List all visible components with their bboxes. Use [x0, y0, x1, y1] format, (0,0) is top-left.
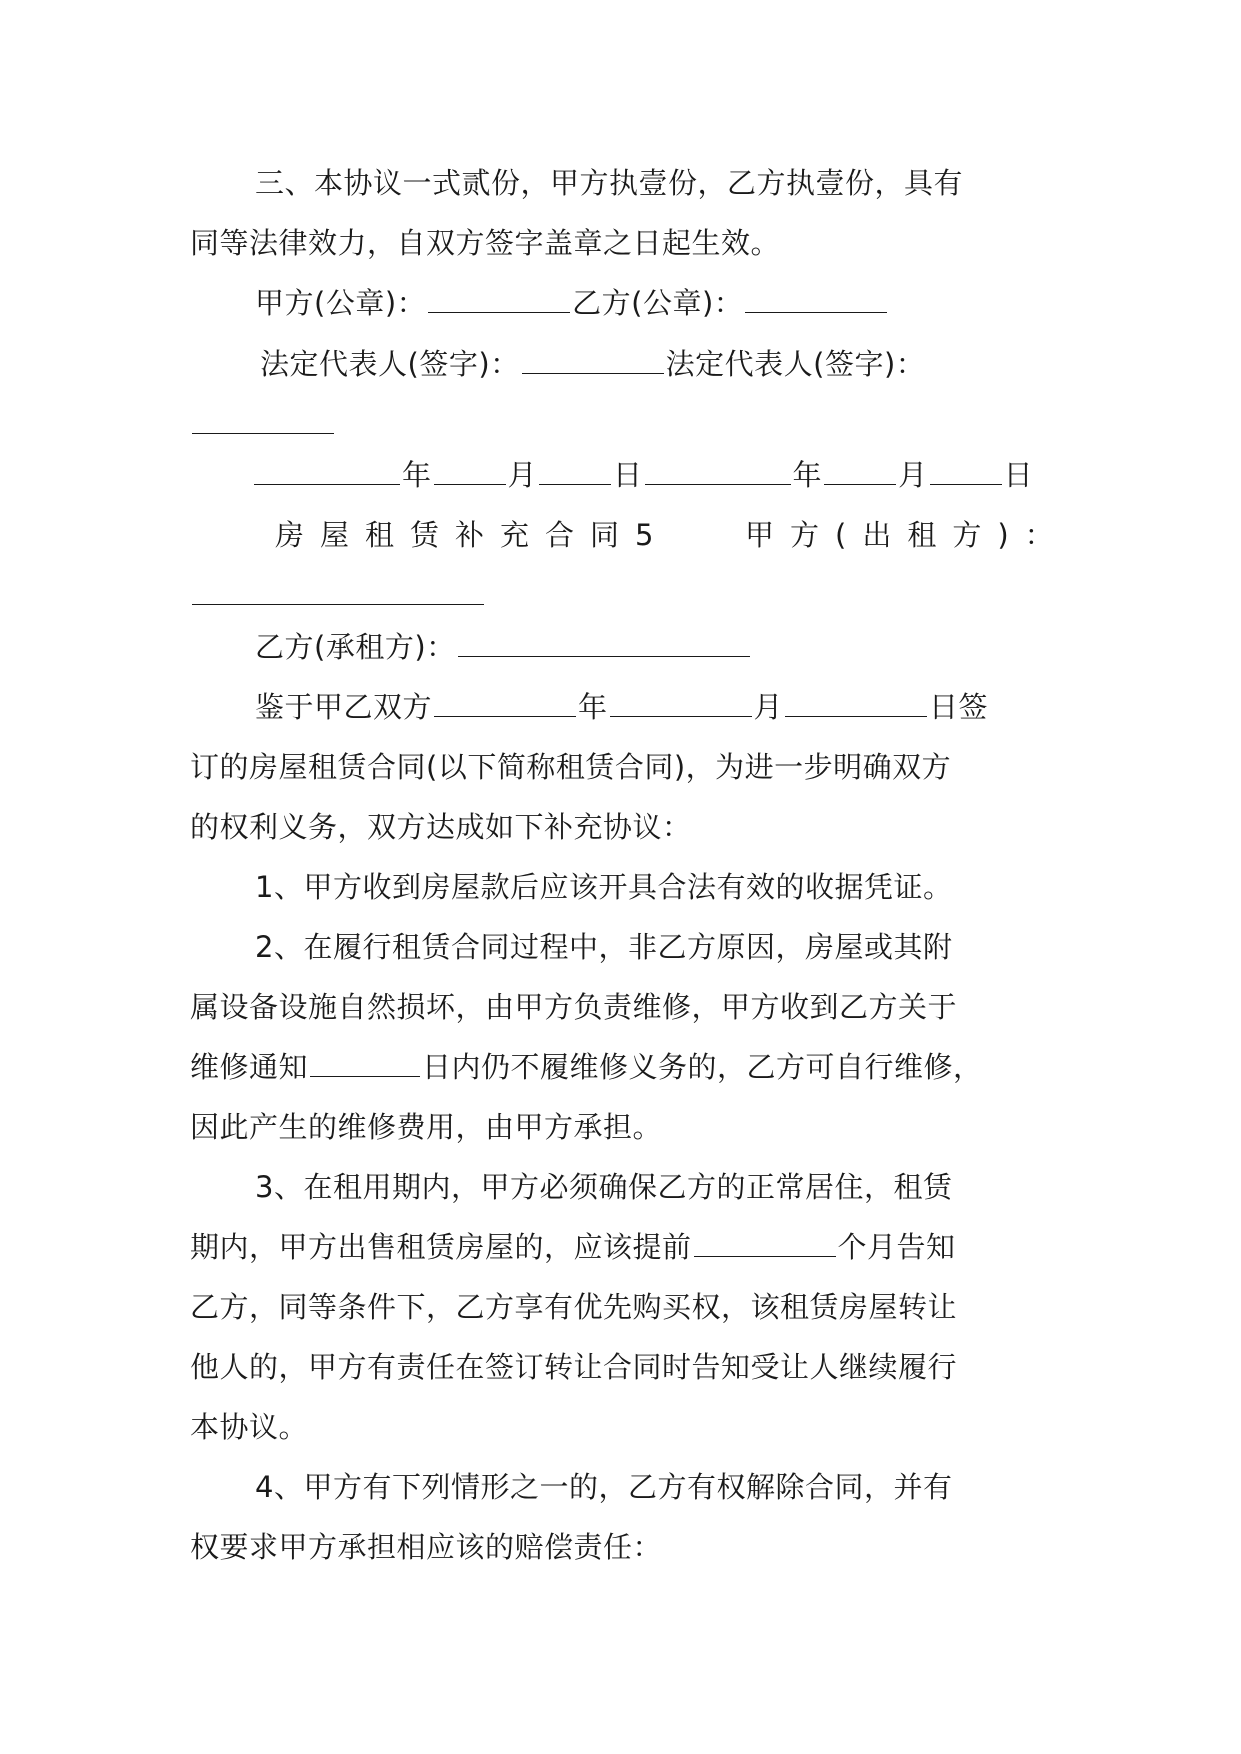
blank-field[interactable]	[310, 1050, 420, 1077]
blank-field[interactable]	[785, 690, 927, 717]
lessor-label: 甲方(出租方)：	[745, 518, 1070, 552]
text: 属设备设施自然损坏，由甲方负责维修，甲方收到乙方关于	[190, 990, 958, 1024]
item-3-line-2	[190, 1227, 956, 1267]
text: 因此产生的维修费用，由甲方承担。	[190, 1110, 663, 1144]
text: 订的房屋租赁合同(以下简称租赁合同)，为进一步明确双方	[190, 750, 952, 784]
text: 月	[753, 690, 784, 724]
item-1	[255, 867, 952, 907]
item-3-line-4	[190, 1347, 957, 1387]
party-b-seal-label: 乙方(公章)：	[572, 286, 744, 320]
whereas-line-1	[255, 687, 988, 727]
text: 本协议。	[190, 1410, 309, 1444]
blank-field[interactable]	[539, 458, 611, 485]
year-label: 年	[792, 458, 823, 492]
party-a-seal-label: 甲方(公章)：	[255, 286, 427, 320]
lessee-line	[255, 627, 752, 667]
year-label: 年	[402, 458, 432, 492]
whereas-line-2	[190, 747, 951, 787]
lessee-label: 乙方(承租方)：	[255, 630, 456, 664]
paragraph-three-line-1	[255, 163, 963, 203]
blank-field[interactable]	[824, 458, 896, 485]
blank-field[interactable]	[428, 286, 570, 313]
text: 期内，甲方出售租赁房屋的，应该提前	[190, 1230, 692, 1264]
blank-field[interactable]	[434, 690, 576, 717]
blank-field[interactable]	[192, 407, 334, 434]
item-2-line-2	[190, 987, 957, 1027]
item-3-line-3	[190, 1287, 957, 1327]
blank-field[interactable]	[694, 1230, 836, 1257]
text: 3、在租用期内，甲方必须确保乙方的正常居住，租赁	[255, 1170, 953, 1204]
month-label: 月	[898, 458, 928, 492]
representative-line-overflow	[190, 404, 336, 444]
blank-field[interactable]	[434, 458, 506, 485]
text: 年	[578, 690, 608, 724]
text: 个月告知	[837, 1230, 956, 1264]
lessor-overflow	[190, 575, 486, 615]
seal-line	[255, 283, 889, 323]
text: 维修通知	[190, 1050, 309, 1084]
blank-field[interactable]	[458, 630, 750, 657]
representative-line	[260, 344, 925, 384]
title-line	[275, 515, 669, 555]
blank-field[interactable]	[645, 458, 791, 485]
item-2-line-3	[190, 1047, 983, 1087]
month-label: 月	[507, 458, 538, 492]
contract-title: 房屋租赁补充合同5	[275, 518, 670, 552]
item-2-line-1	[255, 927, 952, 967]
rep-b-label: 法定代表人(签字)：	[665, 347, 926, 381]
day-label: 日	[1003, 458, 1034, 492]
item-4-line-1	[255, 1467, 952, 1507]
text: 他人的，甲方有责任在签订转让合同时告知受让人继续履行	[190, 1350, 958, 1384]
text: 权要求甲方承担相应该的赔偿责任：	[190, 1530, 663, 1564]
item-4-line-2	[190, 1527, 662, 1567]
item-3-line-1	[255, 1167, 952, 1207]
text: 的权利义务，双方达成如下补充协议：	[190, 810, 692, 844]
day-label: 日	[613, 458, 643, 492]
lessor-line	[745, 515, 1070, 555]
blank-field[interactable]	[930, 458, 1002, 485]
text: 乙方，同等条件下，乙方享有优先购买权，该租赁房屋转让	[190, 1290, 958, 1324]
text: 三、本协议一式贰份，甲方执壹份，乙方执壹份，具有	[255, 166, 964, 200]
blank-field[interactable]	[745, 286, 887, 313]
item-2-line-4	[190, 1107, 662, 1147]
blank-field[interactable]	[254, 458, 400, 485]
blank-field[interactable]	[610, 690, 752, 717]
date-line	[252, 455, 1033, 495]
whereas-line-3	[190, 807, 692, 847]
item-3-line-5	[190, 1407, 308, 1447]
blank-field[interactable]	[192, 578, 484, 605]
rep-a-label: 法定代表人(签字)：	[260, 347, 520, 381]
text: 1、甲方收到房屋款后应该开具合法有效的收据凭证。	[255, 870, 953, 904]
text: 日签	[929, 690, 989, 724]
text: 2、在履行租赁合同过程中，非乙方原因，房屋或其附	[255, 930, 953, 964]
text: 同等法律效力，自双方签字盖章之日起生效。	[190, 226, 781, 260]
text: 鉴于甲乙双方	[255, 690, 433, 724]
text: 日内仍不履维修义务的，乙方可自行维修，	[422, 1050, 983, 1084]
paragraph-three-line-2	[190, 223, 780, 263]
text: 4、甲方有下列情形之一的，乙方有权解除合同，并有	[255, 1470, 953, 1504]
blank-field[interactable]	[522, 347, 664, 374]
